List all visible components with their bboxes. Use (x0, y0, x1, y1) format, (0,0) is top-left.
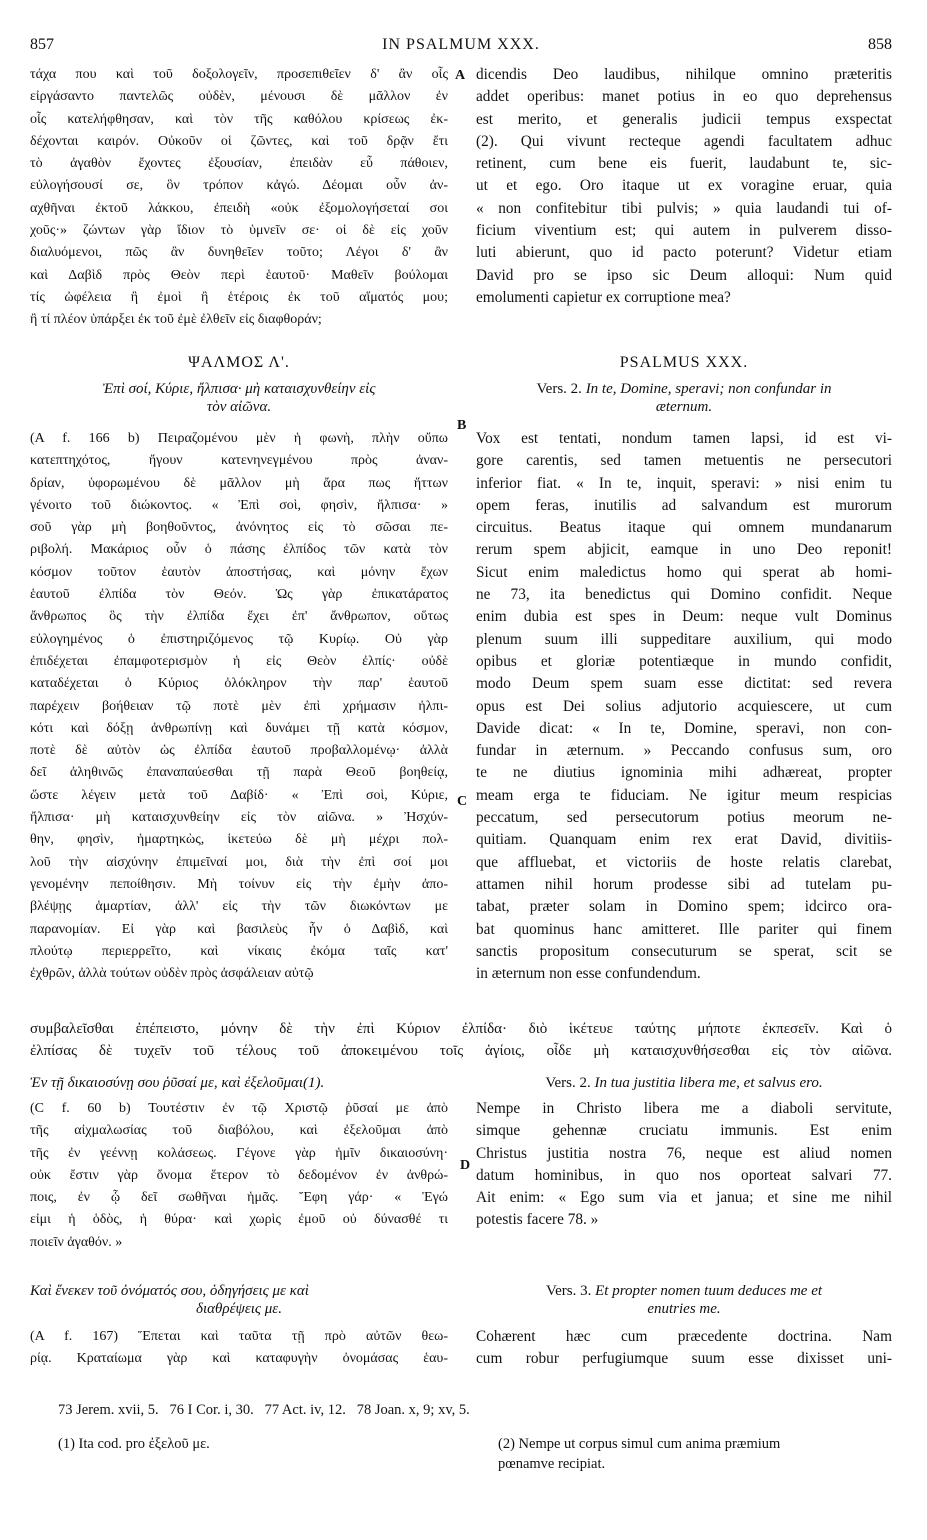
greek-verse-3-line: ρίᾳ. Κραταίωμα γὰρ καὶ καταφυγὴν ὀνομάσας ἑαυ- (30, 1351, 448, 1367)
verse-1-greek-line-1: Ἐπὶ σοί, Κύριε, ἤλπισα· μὴ καταισχυνθείην εἰς (102, 381, 376, 397)
margin-marker-b: B (457, 418, 467, 433)
greek-main-line: ἐχθρῶν, ἀλλὰ τούτων οὐδὲν πρὸς ἀσφάλειαν αὐτῷ (30, 966, 314, 982)
latin-main-line: inferior fiat. « In te, inquit, speravi: » nisi enim tu (476, 474, 892, 492)
verse-3-latin-number: Vers. 3. (545, 1283, 592, 1299)
latin-top-line: addet operibus: manet potius in eo quo deprehensus (476, 88, 892, 106)
latin-main-line: Vox est tentati, nondum tamen lapsi, id est vi- (476, 430, 892, 447)
latin-main-line: sanctis propositum consecuturum se sperat, scit se (476, 942, 892, 960)
latin-column-verse-2 (476, 1098, 892, 1232)
greek-full-line: ἐλπίσας δὲ τυχεῖν τοῦ τέλους τοῦ ἀποκειμένου τοῖς ἁγίοις, οἶδε μὴ καταισχυνθήσεσθαι εἰς τὸν αἰῶνα. (30, 1043, 892, 1059)
footnote-references: 73 Jerem. xvii, 5. 76 I Cor. i, 30. 77 Act. iv, 12. 78 Joan. x, 9; xv, 5. (58, 1402, 470, 1418)
greek-main-line: γένοιτο τοῦ διώκοντος. « Ἐπὶ σοὶ, φησὶν, ἤλπισα· » (30, 497, 448, 513)
greek-verse-2-line: ποιεῖν ἀγαθόν. » (30, 1234, 123, 1250)
greek-top-line: εὐλογήσουσί σε, ὃν τρόπον κἀγώ. Δέομαι οὖν ἀν- (30, 178, 448, 194)
latin-main-line: opibus et gloriæ potentiæque in mundo confidit, (476, 652, 892, 670)
greek-verse-2-line: ποις, ἐν ᾧ δεῖ σωθῆναι ἡμᾶς. Ἔφη γάρ· « Ἐγώ (30, 1190, 448, 1206)
latin-top-line: emolumenti capietur ex corruptione mea? (476, 288, 731, 306)
latin-main-line: que affluebat, et victoriis de hoste relatis clarebat, (476, 853, 892, 871)
latin-column-main (476, 428, 892, 985)
verse-3-latin-line-2: enutries me. (647, 1301, 721, 1317)
greek-main-line: ριβολή. Μακάριος οὖν ὁ πάσης ἐλπίδος τῶν κατὰ τὸν (30, 542, 448, 558)
latin-verse-2-line: datum hominibus, in quo nos oporteat salvari 77. (476, 1166, 892, 1184)
latin-top-line: (2). Qui vivunt recteque agendi facultatem adhuc (476, 132, 892, 150)
latin-top-line: ut et ego. Oro itaque ut ex voragine eruar, quia (476, 177, 892, 195)
footnote-latin-line-2: pœnamve recipiat. (498, 1456, 606, 1472)
psalm-heading-latin: PSALMUS XXX. (619, 354, 749, 371)
verse-1-latin (476, 380, 892, 416)
footnote-latin-line-1: (2) Nempe ut corpus simul cum anima præmium (498, 1436, 781, 1452)
latin-top-line: ficium viventium est; qui autem in pulverem disso- (476, 222, 892, 240)
greek-column-main (30, 428, 448, 985)
latin-main-line: enim dubia est spes in Deum: neque vult Dominus (476, 608, 892, 626)
latin-verse-2-line: Christus justitia nostra 76, neque est aliud nomen (476, 1144, 892, 1162)
greek-main-line: κότι καὶ δόξῃ ἀνθρωπίνῃ καὶ δυνάμει τῇ κατὰ κόσμον, (30, 720, 448, 736)
greek-verse-2-line: εἰμι ἡ ὁδὸς, ἡ θύρα· καὶ χωρὶς ἐμοῦ οὐ δύνασθέ τι (30, 1212, 448, 1228)
footnote-latin (498, 1434, 892, 1474)
latin-top-line: « non confitebitur tibi pulvis; » quia laudandi tui of- (476, 199, 892, 217)
verse-3-latin-line-1 (476, 1282, 892, 1300)
verse-1-latin-line-2: æternum. (655, 399, 713, 415)
latin-main-line: bat quominus hanc amitteret. Ille pariter qui finem (476, 920, 892, 938)
verse-1-greek-line-2: τὸν αἰῶνα. (206, 399, 272, 415)
greek-top-line: δέχονται καιρόν. Οὐκοῦν οἱ ζῶντες, καὶ τοῦ δρᾷν ἔτι (30, 133, 448, 149)
margin-marker-d: D (460, 1158, 471, 1173)
verse-3-greek-line-1: Καὶ ἕνεκεν τοῦ ὀνόματός σου, ὁδηγήσεις με καὶ (30, 1283, 309, 1299)
greek-main-line: ποτὲ δὲ αὐτὸν ὡς ἐλπίδα ἑαυτοῦ προβαλλομένῳ· ἀλλὰ (30, 743, 448, 759)
verse-3-latin-text: Et propter nomen tuum deduces me et (595, 1283, 823, 1299)
verse-2-latin-number: Vers. 2. (545, 1075, 591, 1091)
greek-top-line: τὸ ἀγαθὸν ἔχοντες ἐξουσίαν, ἐπειδὰν εὖ πάθοιεν, (30, 156, 448, 172)
greek-main-line: κατεπτηχότος, ἤγουν κατενηνεγμένου πρὸς ἀναν- (30, 453, 448, 469)
psalm-heading-greek: ΨΑΛΜΟΣ Λ'. (188, 354, 290, 371)
verse-2-latin-text: In tua justitia libera me, et salvus ero. (594, 1075, 823, 1091)
latin-main-line: Davide dicat: « In te, Domine, speravi, non con- (476, 719, 892, 737)
latin-top-line: est merito, et generalis judicii tempus exspectat (476, 110, 892, 128)
verse-1-greek (30, 380, 448, 416)
verse-3-greek-line-2: διαθρέψεις με. (196, 1301, 282, 1317)
verse-1-latin-number: Vers. 2. (536, 381, 582, 397)
latin-main-line: peccatum, sed persecutorum potius meorum ne- (476, 809, 892, 827)
greek-main-line: σοῦ γὰρ μὴ βοηθοῦντος, ἀνόνητος εἰς τὸ σῶσαι πε- (30, 520, 448, 536)
latin-verse-3-line: cum robur perfugiumque suum esse dixisset uni- (476, 1350, 892, 1368)
latin-main-line: fundar in æternum. » Peccando confusus sum, oro (476, 742, 892, 760)
greek-column-verse-3 (30, 1326, 448, 1371)
latin-column-verse-3 (476, 1326, 892, 1371)
greek-main-line: κόσμον τοῦτον ἑαυτὸν ἀποστήσας, καὶ μόνην ἔχων (30, 564, 448, 580)
latin-column-top (476, 64, 892, 309)
latin-top-line: dicendis Deo laudibus, nihilque omnino præteritis (476, 66, 892, 83)
latin-main-line: in æternum non esse confundendum. (476, 965, 701, 983)
verse-2-greek: Ἐν τῇ δικαιοσύνῃ σου ῥῦσαί με, καὶ ἐξελοῦμαι(1). (30, 1075, 325, 1091)
greek-column-top (30, 64, 448, 332)
latin-main-line: Sicut enim maledictus homo qui sperat ab homi- (476, 563, 892, 581)
greek-main-line: ἄνθρωπος ὃς τὴν ἐλπίδα ἔχει ἐπ' ἄνθρωπον, οὕτως (30, 609, 448, 625)
latin-main-line: plenum suum illi suppeditare auxilium, qui modo (476, 630, 892, 648)
page-number-right: 858 (868, 36, 892, 53)
latin-main-line: gore carentis, sed tamen metuentis ne persecutori (476, 452, 892, 470)
greek-top-line: χοῦς·» ζώντων γὰρ ἴδιον τὸ ὑμνεῖν σε· οἱ δὲ εἰς χοῦν (30, 223, 448, 239)
latin-main-line: opus est Dei solius adjutorio acquiescere, ut cum (476, 697, 892, 715)
greek-top-line: αχθῆναι ἐκτοῦ λάκκου, ἐπειδὴ «οὐκ ἐξομολογήσεταί σοι (30, 200, 448, 216)
margin-marker-c: C (457, 794, 468, 809)
greek-top-line: οἷς κατελήφθησαν, καὶ τὸν τῆς καθόλου κρίσεως ἐκ- (30, 111, 448, 127)
latin-top-line: luti abierunt, quo id pacto poterunt? Videtur etiam (476, 244, 892, 262)
greek-main-line: καταδέχεται ὁ Κύριος ὁλόκληρον τὴν παρ' ἑαυτοῦ (30, 676, 448, 692)
greek-verse-3-line: (A f. 167) Ἕπεται καὶ ταῦτα τῇ πρὸ αὐτῶν θεω- (30, 1329, 448, 1344)
greek-verse-2-line: τῆς αἰχμαλωσίας τοῦ διαβόλου, καὶ ἐξελοῦμαι ἀπὸ (30, 1123, 448, 1139)
latin-main-line: rerum spem abjicit, eamque in uno Deo reponit! (476, 541, 892, 559)
latin-main-line: opem feras, inutilis ad salvandum est murorum (476, 496, 892, 514)
latin-verse-2-line: potestis facere 78. » (476, 1211, 599, 1229)
latin-top-line: retinent, cum bene eis fuerit, laudabunt te, sic- (476, 155, 892, 173)
latin-verse-2-line: Ait enim: « Ego sum via et janua; et sine me nihil (476, 1189, 892, 1207)
greek-main-line: εὐλογημένος ὁ ἐπιστηριζόμενος τῷ Κυρίῳ. Οὐ γὰρ (30, 631, 448, 647)
verse-2-latin (476, 1074, 892, 1092)
greek-main-line: παρανομίαν. Εἰ γὰρ καὶ βασιλεὺς ἦν ὁ Δαβὶδ, καὶ (30, 921, 448, 937)
page-number-left: 857 (30, 36, 54, 53)
latin-main-line: modo Deum spem suam esse dictitat: sed revera (476, 675, 892, 693)
latin-main-line: attamen nihil horum prodesse sibi ad tutelam pu- (476, 875, 892, 893)
greek-main-line: παρέχειν βοήθειαν τῷ ποτὲ μὲν ἐπὶ χρήμασιν ἠλπι- (30, 698, 448, 714)
verse-3-latin (476, 1282, 892, 1318)
greek-main-line: ἐπιδέχεται ἐπαμφοτερισμὸν ἡ εἰς Θεὸν ἐλπίς· οὐδὲ (30, 653, 448, 669)
latin-verse-2-line: Nempe in Christo libera me a diaboli servitute, (476, 1100, 892, 1117)
greek-verse-2-line: οὐκ ἔστιν γὰρ ὄνομα ἕτερον τὸ δεδομένον ἐν ἀνθρώ- (30, 1167, 448, 1183)
greek-column-verse-2 (30, 1098, 448, 1254)
greek-main-line: ἤλπισα· μὴ καταισχυνθείην εἰς τὸν αἰῶνα. » Ἠσχύν- (30, 810, 448, 826)
greek-main-line: ἑαυτοῦ ἐλπίδα τὸν Θεόν. Ὡς γὰρ ἐπικατάρατος (30, 587, 448, 603)
latin-main-line: quitiam. Quanquam enim rex erat David, divitiis- (476, 831, 892, 849)
greek-verse-2-line: (C f. 60 b) Τουτέστιν ἐν τῷ Χριστῷ ῥῦσαί με ἀπὸ (30, 1101, 448, 1116)
latin-main-line: ne 73, ita benedictus qui Domino confidit. Neque (476, 586, 892, 604)
running-title: IN PSALMUM XXX. (382, 36, 540, 53)
footnote-greek: (1) Ita cod. pro ἐξελοῦ με. (58, 1436, 210, 1452)
latin-top-line: David pro se ipso sic Deum alloqui: Num quid (476, 266, 892, 284)
greek-main-line: δεῖ ἀληθινῶς ἐπαναπαύεσθαι τῇ παρὰ Θεοῦ βοηθείᾳ, (30, 765, 448, 781)
greek-main-line: ὥστε λέγειν μετὰ τοῦ Δαβίδ· « Ἐπὶ σοὶ, Κύριε, (30, 787, 448, 803)
greek-main-line: (A f. 166 b) Πειραζομένου μὲν ἡ φωνὴ, πλὴν οὔπω (30, 431, 448, 446)
verse-3-greek (30, 1282, 448, 1318)
verse-1-latin-line-1 (476, 380, 892, 398)
latin-main-line: circuitus. Beatus itaque qui omnem mundanarum (476, 519, 892, 537)
greek-main-line: λοῦ τὴν αἰσχύνην ἐπιμεῖναί μοι, διὰ τὴν ἐπὶ σοί μοι (30, 854, 448, 870)
latin-main-line: meam erga te fiduciam. Ne igitur meum respicias (476, 786, 892, 804)
verse-1-latin-text: In te, Domine, speravi; non confundar in (585, 381, 832, 397)
greek-main-line: δρίαν, ὑφορωμένου δὲ μᾶλλον μὴ ἄρα πως ἥττων (30, 475, 448, 491)
greek-top-line: εἰργάσαντο παντελῶς οὐδὲν, μένουσι δὲ μᾶλλον ἐν (30, 89, 448, 105)
greek-main-line: θην, φησὶν, ἡμαρτηκὼς, ἱκετεύω δὲ μὴ μέχρι πολ- (30, 832, 448, 848)
greek-top-line: διαλυόμενοι, πῶς ἂν δυνηθεῖεν τοῦτο; Λέγοι δ' ἂν (30, 245, 448, 261)
latin-verse-3-line: Cohærent hæc cum præcedente doctrina. Nam (476, 1328, 892, 1345)
greek-full-width (30, 1018, 892, 1062)
greek-top-line: καὶ Δαβὶδ πρὸς Θεὸν περὶ ἑαυτοῦ· Μαθεῖν βούλομαι (30, 267, 448, 283)
greek-main-line: βλέψῃς ἁμαρτίαν, ἀλλ' εἰς τὴν τῶν διωκόντων με (30, 899, 448, 915)
latin-main-line: tabat, præter solam in Domino spem; idcirco ora- (476, 898, 892, 916)
latin-verse-2-line: simque gehennæ cruciatu immunis. Est enim (476, 1122, 892, 1140)
running-header (30, 36, 892, 60)
latin-main-line: te ne diutius ignominia mihi adhæreat, propter (476, 764, 892, 782)
greek-top-line: τάχα που καὶ τοῦ δοξολογεῖν, προσεπιθεῖεν δ' ἂν οἷς (30, 67, 448, 82)
greek-main-line: γενομένην πεποίθησιν. Μὴ τοίνυν εἰς τὴν ἐμὴν ἀπο- (30, 876, 448, 892)
greek-top-line: τίς ὠφέλεια ἢ ἐμοὶ ἢ ἑτέροις ἐκ τοῦ αἵματός μου; (30, 289, 448, 305)
greek-top-line: ἢ τί πλέον ὑπάρξει ἐκ τοῦ ἐμὲ ἐλθεῖν εἰς διαφθοράν; (30, 312, 322, 328)
greek-main-line: πλούτῳ περιερρεῖτο, καὶ νίκαις ἐκόμα ταῖς κατ' (30, 943, 448, 959)
margin-marker-a: A (455, 68, 466, 83)
greek-full-line: συμβαλεῖσθαι ἐπέπειστο, μόνην δὲ τὴν ἐπὶ Κύριον ἐλπίδα· διὸ ἱκέτευε ταύτης μήποτε ἐκπεσεῖν. Καὶ ὁ (30, 1021, 892, 1037)
greek-verse-2-line: τῆς ἐν γεέννῃ κολάσεως. Γέγονε γὰρ ἡμῖν δικαιοσύνη· (30, 1145, 448, 1161)
